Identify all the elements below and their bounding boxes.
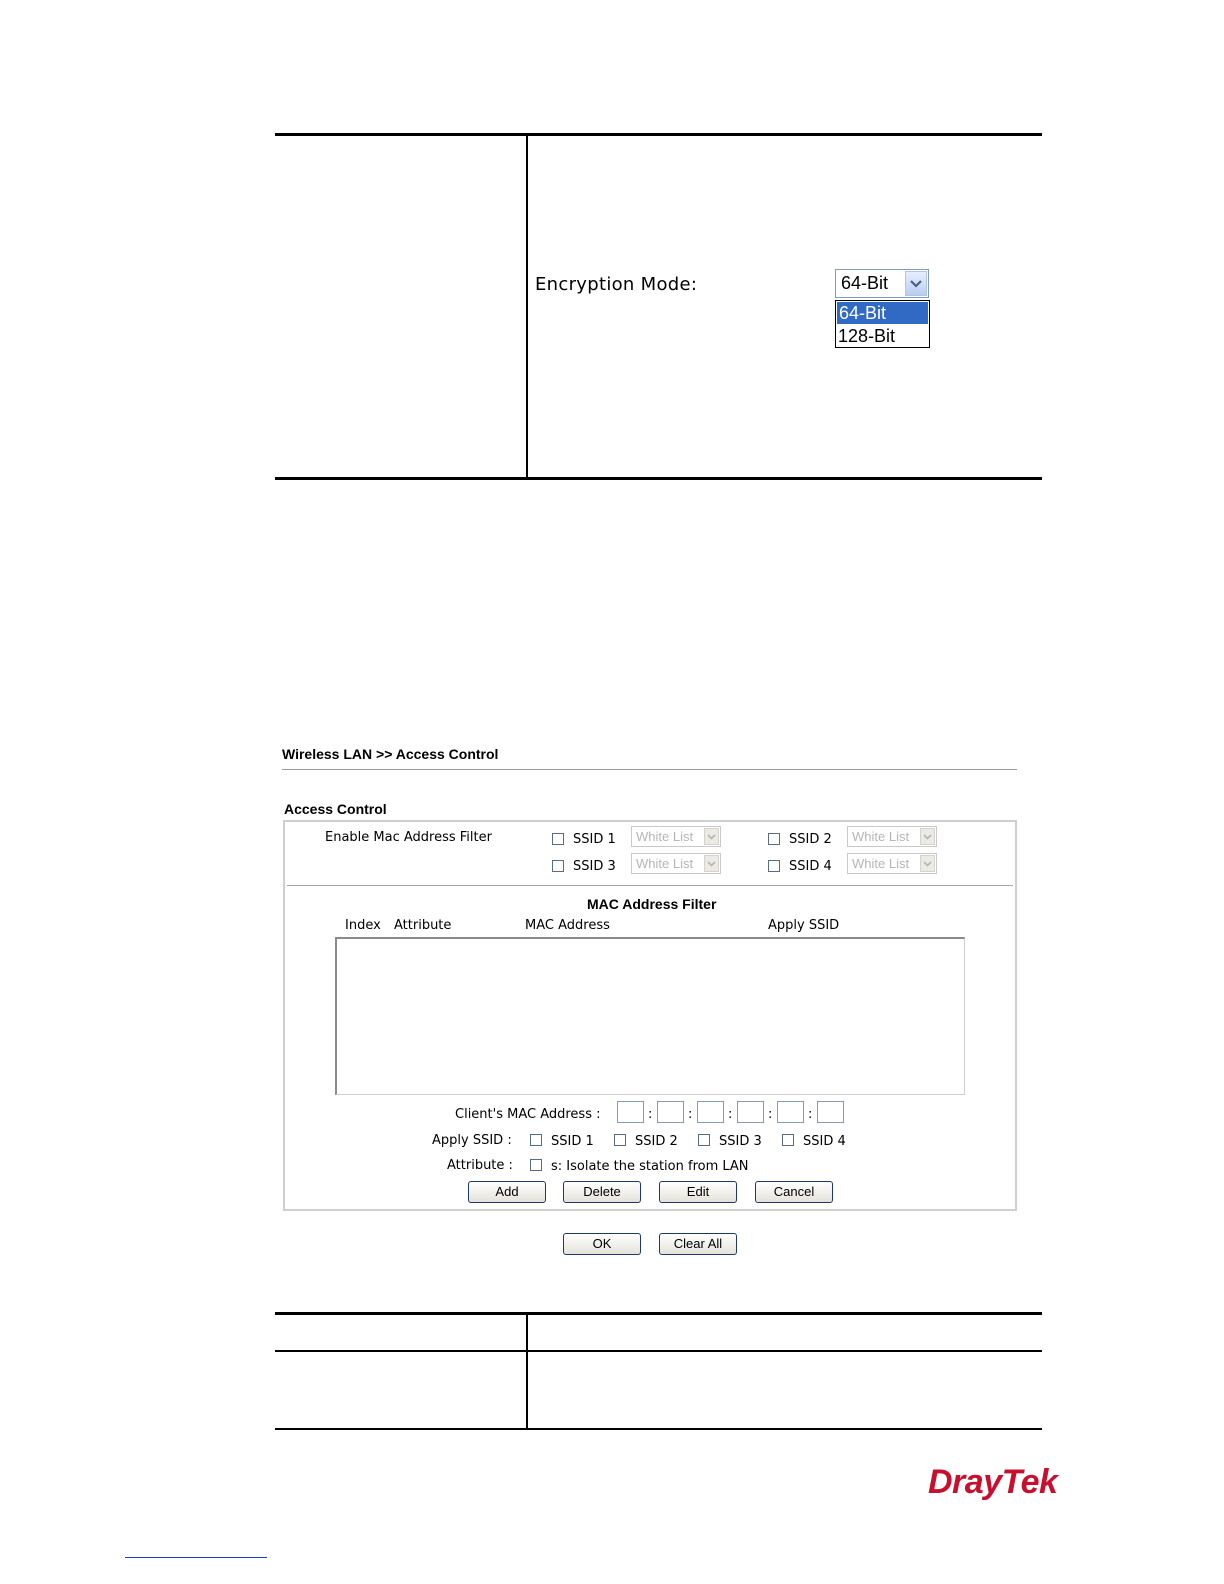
ssid-1-label: SSID 1	[573, 832, 616, 847]
mac-octet-4-input[interactable]	[737, 1101, 764, 1123]
enable-mac-filter-label: Enable Mac Address Filter	[325, 830, 492, 845]
ssid-3-checkbox[interactable]	[552, 860, 564, 872]
isolate-station-label: s: Isolate the station from LAN	[551, 1159, 749, 1174]
chevron-down-icon[interactable]	[704, 855, 719, 872]
mac-separator: :	[688, 1107, 693, 1122]
encryption-mode-dropdown[interactable]	[835, 300, 930, 348]
encryption-mode-label: Encryption Mode:	[535, 274, 698, 295]
mac-octet-5-input[interactable]	[777, 1101, 804, 1123]
ssid-2-label: SSID 2	[789, 832, 832, 847]
add-button[interactable]: Add	[468, 1181, 546, 1203]
chevron-down-icon[interactable]	[920, 855, 935, 872]
mac-octet-3-input[interactable]	[697, 1101, 724, 1123]
mac-filter-title: MAC Address Filter	[587, 896, 717, 912]
chevron-down-icon[interactable]	[905, 271, 927, 296]
section-title: Access Control	[284, 801, 387, 817]
ssid-1-checkbox[interactable]	[552, 833, 564, 845]
ssid-2-checkbox[interactable]	[768, 833, 780, 845]
panel-divider	[287, 885, 1013, 886]
encryption-mode-select[interactable]	[835, 269, 929, 298]
table2-column-divider	[526, 1314, 528, 1429]
table2-top-border	[275, 1312, 1042, 1315]
ssid-4-checkbox[interactable]	[768, 860, 780, 872]
footer-link-underline	[125, 1557, 267, 1558]
ssid-4-list-value: White List	[852, 856, 910, 871]
table2-row-divider	[275, 1350, 1042, 1352]
ssid-2-list-select[interactable]	[847, 826, 937, 847]
table-bottom-border	[275, 477, 1042, 480]
isolate-station-checkbox[interactable]	[530, 1159, 542, 1171]
apply-ssid-4-label: SSID 4	[803, 1134, 846, 1149]
ssid-2-list-value: White List	[852, 829, 910, 844]
table-column-divider	[526, 135, 528, 479]
column-apply-ssid: Apply SSID	[768, 918, 840, 933]
ssid-1-list-value: White List	[636, 829, 694, 844]
table2-bottom-border	[275, 1428, 1042, 1430]
encryption-mode-value: 64-Bit	[841, 273, 889, 293]
breadcrumb: Wireless LAN >> Access Control	[282, 746, 499, 762]
table-top-border	[275, 133, 1042, 136]
ssid-3-list-value: White List	[636, 856, 694, 871]
client-mac-label: Client's MAC Address :	[455, 1107, 601, 1122]
dropdown-option-128bit[interactable]: 128-Bit	[838, 326, 896, 346]
chevron-down-icon[interactable]	[704, 828, 719, 845]
ssid-3-label: SSID 3	[573, 859, 616, 874]
apply-ssid-3-label: SSID 3	[719, 1134, 762, 1149]
mac-octet-2-input[interactable]	[657, 1101, 684, 1123]
apply-ssid-1-label: SSID 1	[551, 1134, 594, 1149]
attribute-label: Attribute :	[447, 1158, 513, 1173]
ok-button[interactable]: OK	[563, 1233, 641, 1255]
mac-separator: :	[648, 1107, 653, 1122]
mac-separator: :	[728, 1107, 733, 1122]
mac-octet-6-input[interactable]	[817, 1101, 844, 1123]
column-mac-address: MAC Address	[525, 918, 610, 933]
cancel-button[interactable]: Cancel	[755, 1181, 833, 1203]
mac-separator: :	[808, 1107, 813, 1122]
dropdown-option-64bit[interactable]: 64-Bit	[837, 302, 928, 324]
column-index: Index	[345, 918, 381, 933]
apply-ssid-label: Apply SSID :	[432, 1133, 512, 1148]
delete-button[interactable]: Delete	[563, 1181, 641, 1203]
chevron-down-icon[interactable]	[920, 828, 935, 845]
ssid-3-list-select[interactable]	[631, 853, 721, 874]
apply-ssid-3-checkbox[interactable]	[698, 1134, 710, 1146]
clear-all-button[interactable]: Clear All	[659, 1233, 737, 1255]
apply-ssid-4-checkbox[interactable]	[782, 1134, 794, 1146]
ssid-1-list-select[interactable]	[631, 826, 721, 847]
apply-ssid-2-label: SSID 2	[635, 1134, 678, 1149]
ssid-4-label: SSID 4	[789, 859, 832, 874]
apply-ssid-1-checkbox[interactable]	[530, 1134, 542, 1146]
draytek-logo: DrayTek	[928, 1463, 1058, 1501]
column-attribute: Attribute	[394, 918, 452, 933]
apply-ssid-2-checkbox[interactable]	[614, 1134, 626, 1146]
mac-filter-list[interactable]	[335, 937, 965, 1095]
mac-octet-1-input[interactable]	[617, 1101, 644, 1123]
breadcrumb-divider	[282, 769, 1017, 770]
ssid-4-list-select[interactable]	[847, 853, 937, 874]
mac-separator: :	[768, 1107, 773, 1122]
edit-button[interactable]: Edit	[659, 1181, 737, 1203]
